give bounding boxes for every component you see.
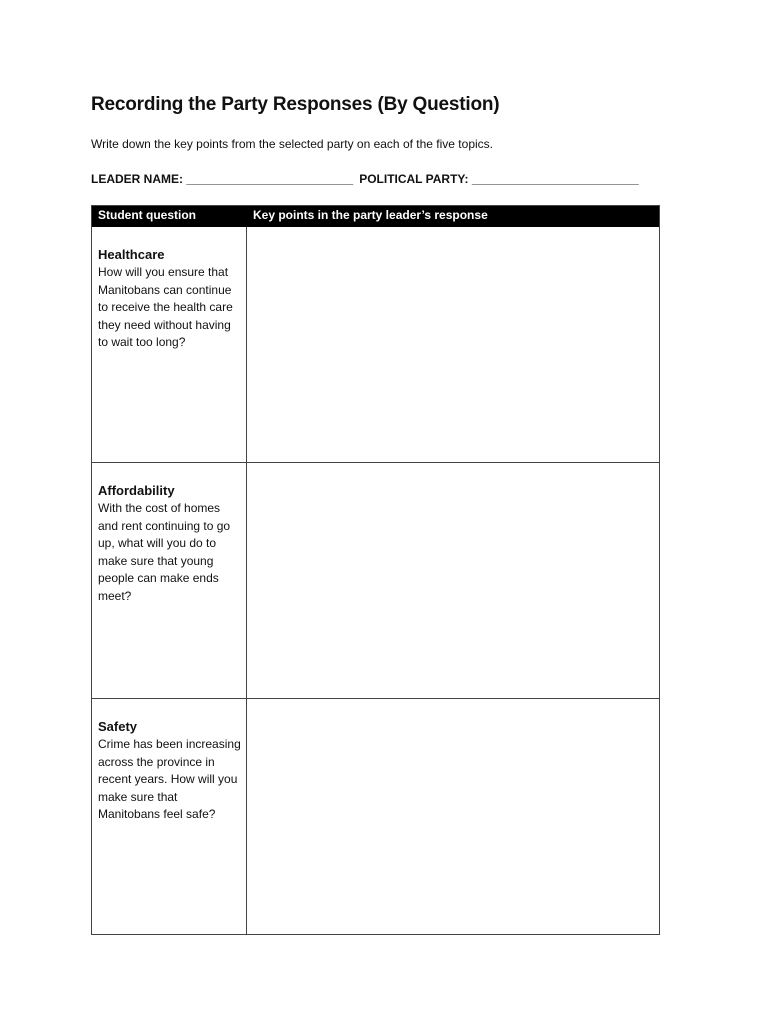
political-party-field[interactable]: POLITICAL PARTY: _________________________ <box>359 172 639 186</box>
page-title: Recording the Party Responses (By Question) <box>91 94 500 115</box>
question-cell-affordability <box>98 482 242 606</box>
question-topic: Safety <box>98 719 138 734</box>
question-cell-healthcare <box>98 246 242 352</box>
response-cell-affordability[interactable] <box>247 463 659 698</box>
response-cell-healthcare[interactable] <box>247 227 659 462</box>
question-cell-safety <box>98 718 242 824</box>
response-cell-safety[interactable] <box>247 699 659 934</box>
table-header <box>92 206 659 227</box>
question-topic: Healthcare <box>98 247 165 262</box>
question-text: With the cost of homes and rent continuing to go up, what will you do to make sure that young people can make ends meet? <box>98 501 231 603</box>
header-key-points: Key points in the party leader’s response <box>253 208 488 222</box>
responses-table <box>91 205 660 935</box>
instructions-text: Write down the key points from the selected party on each of the five topics. <box>91 137 493 151</box>
question-topic: Affordability <box>98 483 175 498</box>
form-fields-line <box>91 172 639 186</box>
leader-name-field[interactable]: LEADER NAME: _________________________ <box>91 172 354 186</box>
question-text: How will you ensure that Manitobans can continue to receive the health care they need without having to wait too long? <box>98 265 233 350</box>
header-student-question: Student question <box>98 208 196 222</box>
question-text: Crime has been increasing across the province in recent years. How will you make sure that Manitobans feel safe? <box>98 737 241 822</box>
